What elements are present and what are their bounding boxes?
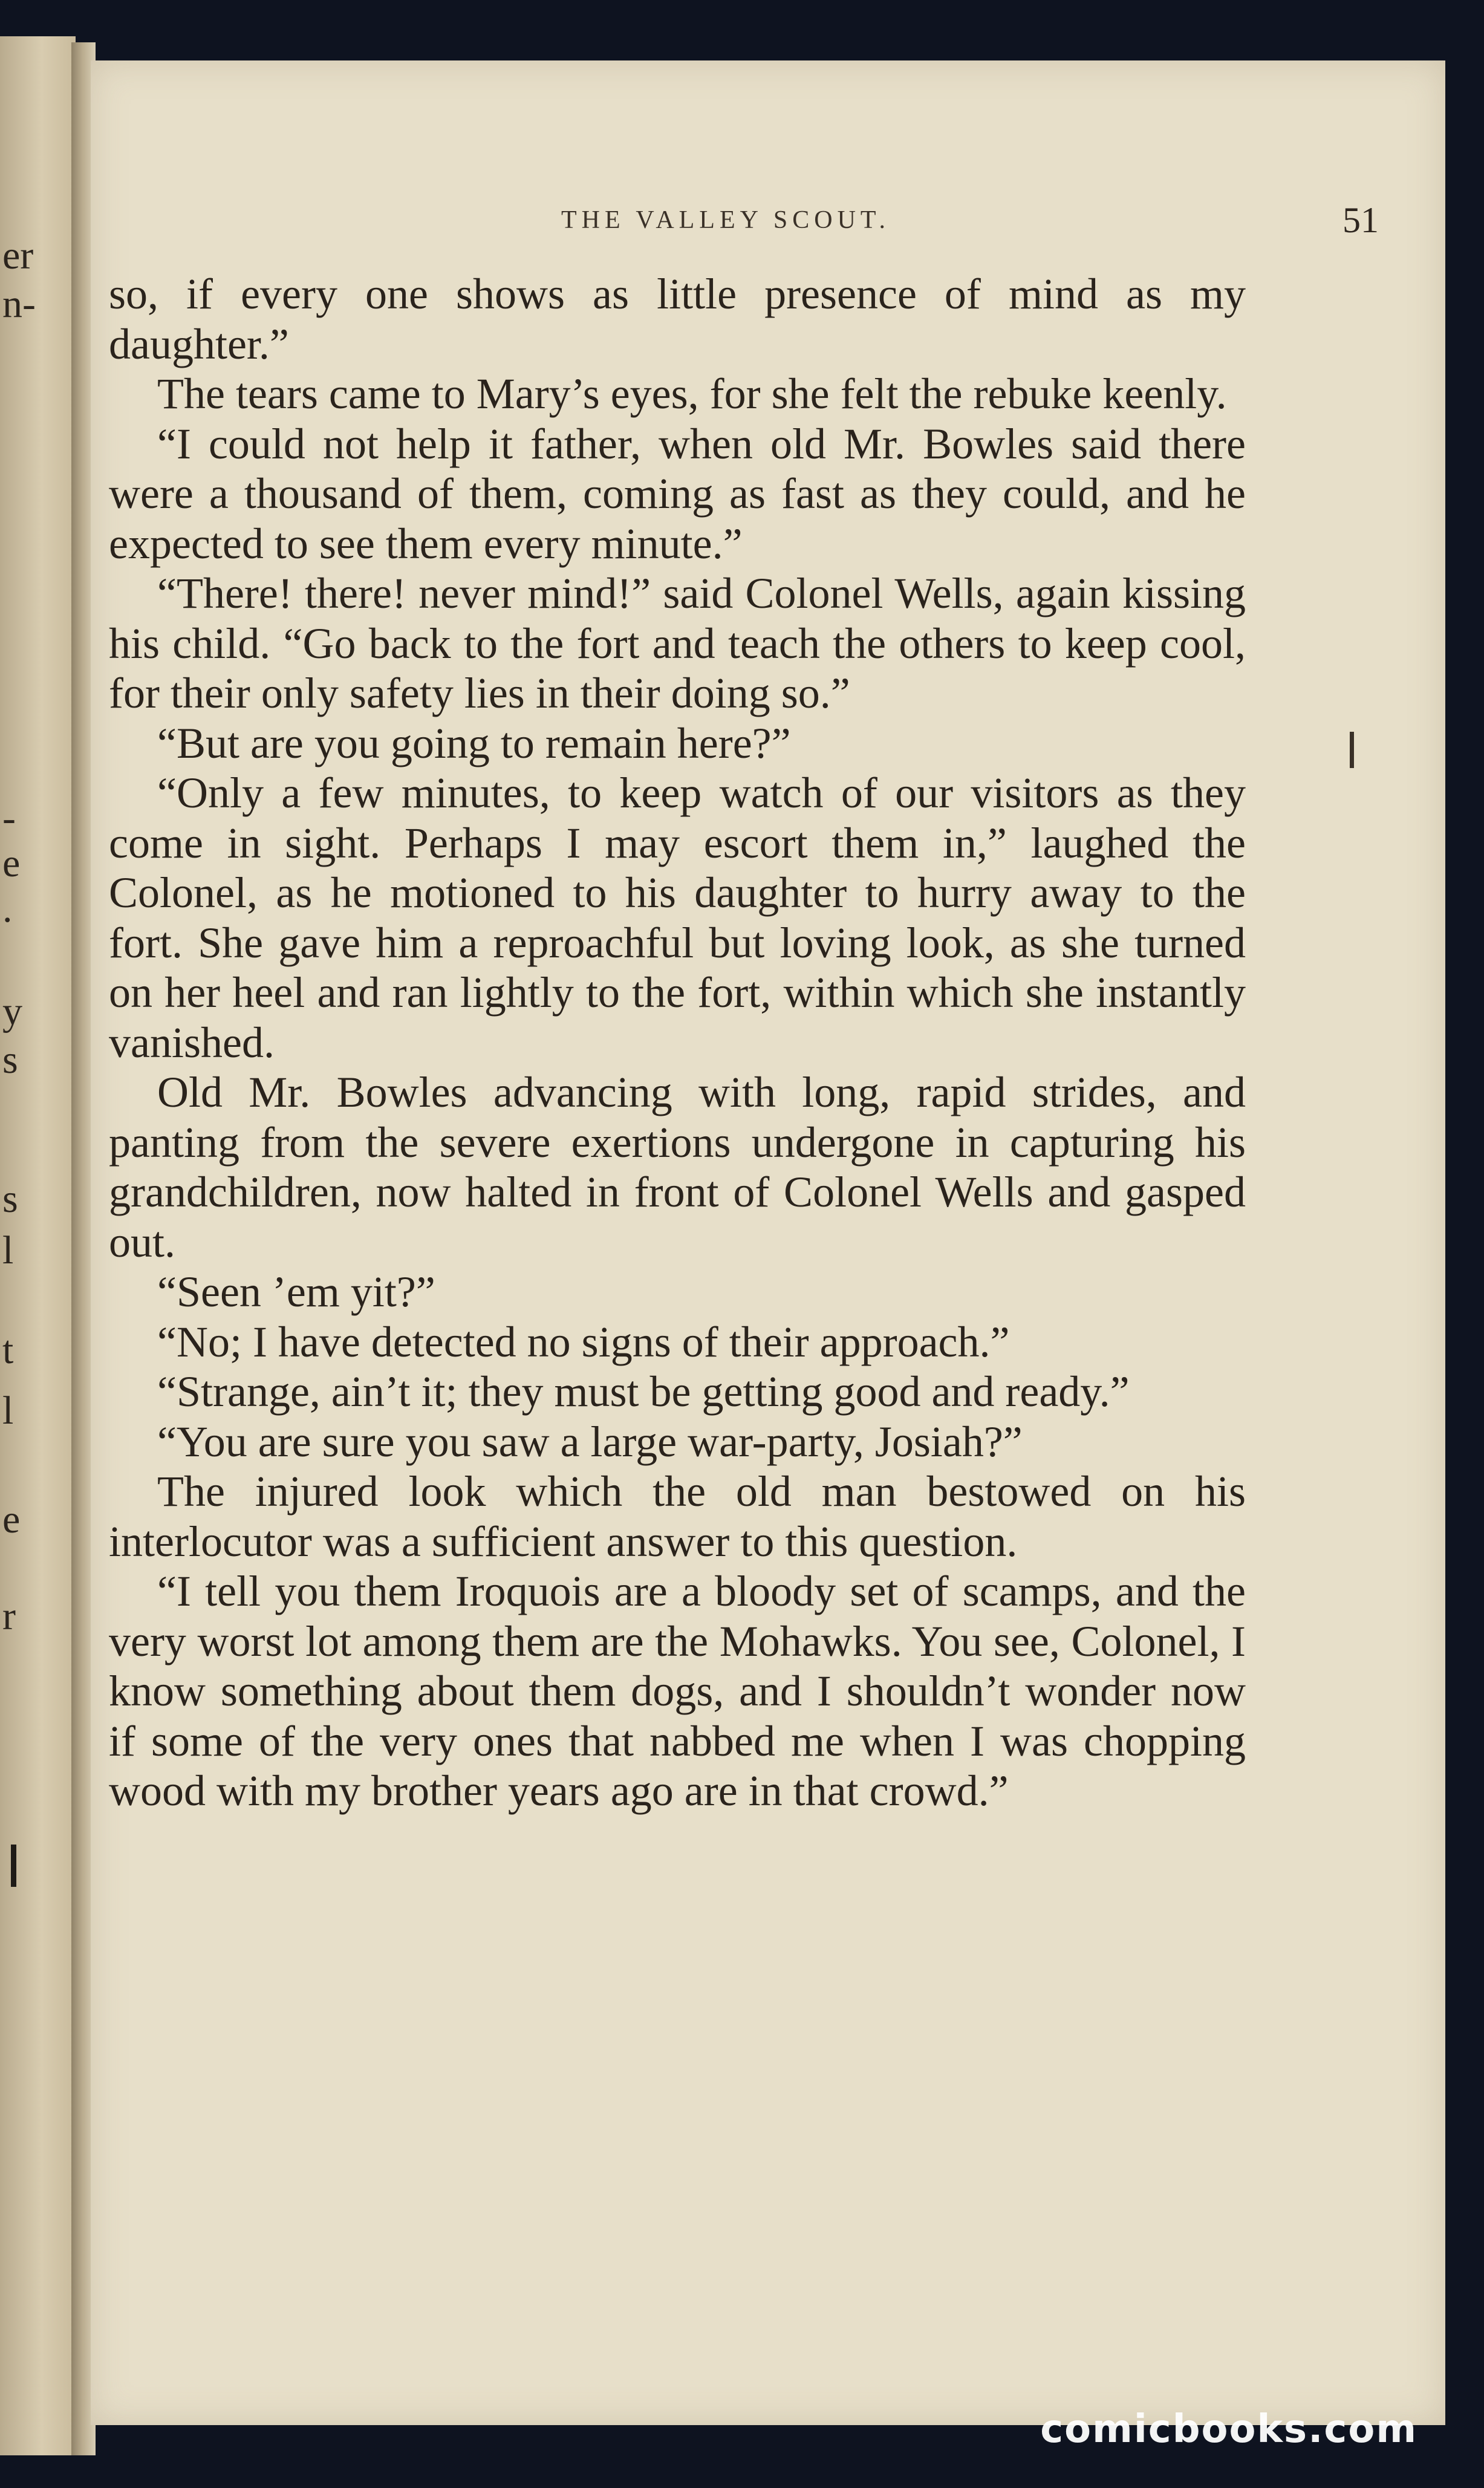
paragraph: “There! there! never mind!” said Colonel Wells, again kissing his child. “Go back to the fort and teach the others to keep cool, for their only safety lies in their doing so.” — [109, 569, 1246, 717]
left-page-fragment: - — [2, 796, 16, 840]
body-text — [109, 269, 1246, 1816]
left-page-mark — [11, 1845, 16, 1887]
site-watermark: comicbooks.com — [1040, 2407, 1417, 2452]
paragraph: “I tell you them Iroquois are a bloody set of scamps, and the very worst lot among them are the Mohawks. You see, Colonel, I know something about them dogs, and I shouldn’t wonder now if some of the very ones that nabbed me when I was chopping wood with my brother years ago are in that crowd.” — [109, 1567, 1246, 1815]
running-head-title: THE VALLEY SCOUT. — [561, 206, 890, 234]
left-page-fragment: s — [2, 1038, 18, 1082]
margin-mark — [1350, 732, 1354, 768]
running-head — [109, 200, 1379, 260]
paragraph: “Seen ’em yit?” — [157, 1268, 435, 1316]
left-page-fragment: n- — [2, 282, 36, 326]
paragraph: The tears came to Mary’s eyes, for she felt the rebuke keenly. — [157, 370, 1227, 418]
left-page-fragment: er — [2, 233, 34, 278]
left-page-fragment: e — [2, 1497, 21, 1542]
left-page-fragment: s — [2, 1177, 18, 1221]
left-page-fragment: e — [2, 841, 21, 885]
paragraph: “I could not help it father, when old Mr. Bowles said there were a thousand of them, coming as fast as they could, and he expected to see them every minute.” — [109, 419, 1246, 568]
left-facing-page — [0, 36, 76, 2455]
book-page — [91, 60, 1445, 2425]
left-page-fragment: l — [2, 1228, 14, 1272]
left-page-fragment: r — [2, 1594, 16, 1638]
page-number: 51 — [1342, 200, 1379, 240]
left-page-fragment: . — [2, 887, 13, 931]
paragraph: “Only a few minutes, to keep watch of our visitors as they come in sight. Perhaps I may escort them in,” laughed the Colonel, as he motioned to his daughter to hurry away to the fort. She gave him a reproachful but loving look, as she turned on her heel and ran lightly to the fort, within which she instantly vanished. — [109, 769, 1246, 1067]
paragraph: “But are you going to remain here?” — [157, 718, 791, 767]
paragraph: “Strange, ain’t it; they must be getting good and ready.” — [157, 1367, 1130, 1416]
paragraph: “No; I have detected no signs of their approach.” — [157, 1317, 1010, 1366]
paragraph: The injured look which the old man bestowed on his interlocutor was a sufficient answer to this question. — [109, 1467, 1246, 1566]
paragraph: Old Mr. Bowles advancing with long, rapid strides, and panting from the severe exertions undergone in capturing his grandchildren, now halted in front of Colonel Wells and gasped out. — [109, 1068, 1246, 1266]
left-page-fragment: y — [2, 989, 22, 1034]
paragraph: so, if every one shows as little presence of mind as my daughter.” — [109, 270, 1246, 368]
left-page-fragment: l — [2, 1389, 14, 1433]
left-page-fragment: t — [2, 1328, 14, 1372]
paragraph: “You are sure you saw a large war-party, Josiah?” — [157, 1417, 1023, 1466]
